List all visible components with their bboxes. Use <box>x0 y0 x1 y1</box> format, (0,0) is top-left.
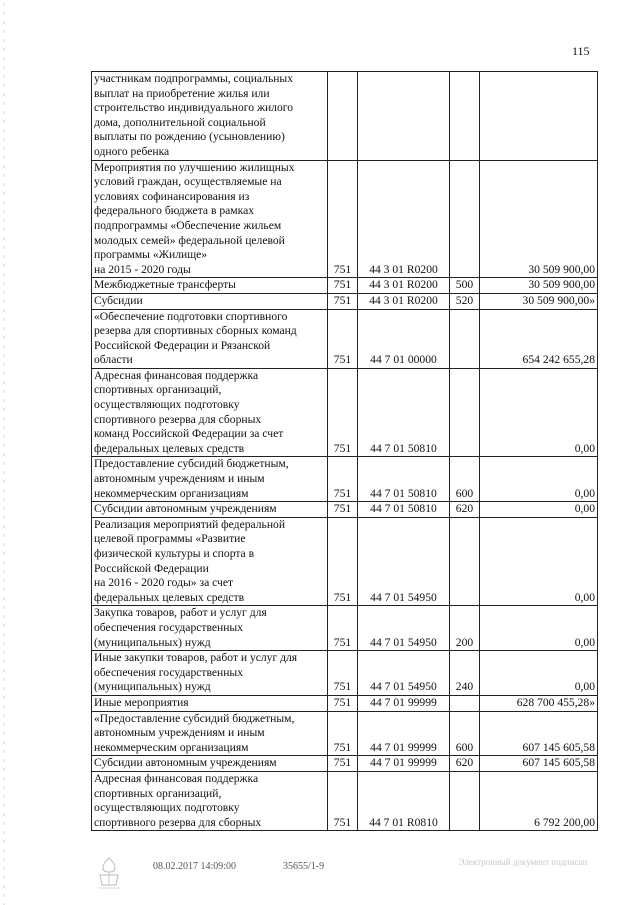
table-row <box>92 606 598 651</box>
row-target-code-cell: 44 7 01 99999 <box>358 695 450 711</box>
row-target-code-cell: 44 7 01 99999 <box>358 711 450 756</box>
row-glav-code-cell: 751 <box>328 651 358 696</box>
row-expense-type-cell: 620 <box>450 502 480 518</box>
scan-margin-dots <box>2 0 6 905</box>
table-row <box>92 72 598 161</box>
table-row <box>92 309 598 368</box>
row-target-code-cell: 44 7 01 00000 <box>358 309 450 368</box>
page-number: 115 <box>572 44 590 58</box>
row-amount-cell: 607 145 605,58 <box>480 711 598 756</box>
row-target-code-cell: 44 3 01 R0200 <box>358 278 450 294</box>
budget-table-body <box>92 72 598 831</box>
row-amount-cell: 30 509 900,00» <box>480 293 598 309</box>
row-glav-code-cell: 751 <box>328 517 358 606</box>
row-name-cell: Предоставление субсидий бюджетным, автономным учреждениям и иным некоммерческим организациям <box>92 457 328 502</box>
row-amount-cell: 0,00 <box>480 502 598 518</box>
row-target-code-cell: 44 7 01 50810 <box>358 368 450 457</box>
row-amount-cell <box>480 72 598 161</box>
row-glav-code-cell: 751 <box>328 606 358 651</box>
emblem-stamp-icon <box>94 855 124 891</box>
row-glav-code-cell: 751 <box>328 278 358 294</box>
row-glav-code-cell: 751 <box>328 293 358 309</box>
row-expense-type-cell: 240 <box>450 651 480 696</box>
row-name-cell: Межбюджетные трансферты <box>92 278 328 294</box>
row-glav-code-cell <box>328 72 358 161</box>
row-target-code-cell: 44 7 01 R0810 <box>358 771 450 830</box>
row-expense-type-cell <box>450 160 480 278</box>
row-target-code-cell: 44 3 01 R0200 <box>358 160 450 278</box>
table-row <box>92 368 598 457</box>
row-amount-cell: 654 242 655,28 <box>480 309 598 368</box>
row-target-code-cell: 44 7 01 54950 <box>358 606 450 651</box>
table-row <box>92 771 598 830</box>
row-name-cell: Субсидии автономным учреждениям <box>92 756 328 772</box>
table-row <box>92 502 598 518</box>
row-amount-cell: 0,00 <box>480 651 598 696</box>
row-name-cell: Адресная финансовая поддержка спортивных организаций, осуществляющих подготовку спортивного резерва для сборных <box>92 771 328 830</box>
row-target-code-cell: 44 7 01 50810 <box>358 502 450 518</box>
row-expense-type-cell: 500 <box>450 278 480 294</box>
table-row <box>92 278 598 294</box>
row-name-cell: Закупка товаров, работ и услуг для обеспечения государственных (муниципальных) нужд <box>92 606 328 651</box>
row-glav-code-cell: 751 <box>328 695 358 711</box>
row-target-code-cell: 44 7 01 99999 <box>358 756 450 772</box>
row-expense-type-cell: 520 <box>450 293 480 309</box>
table-row <box>92 293 598 309</box>
row-expense-type-cell <box>450 72 480 161</box>
row-target-code-cell <box>358 72 450 161</box>
table-row <box>92 711 598 756</box>
row-name-cell: Адресная финансовая поддержка спортивных организаций, осуществляющих подготовку спортивного резерва для сборных команд Российской Федерации за счет федеральных целевых средств <box>92 368 328 457</box>
row-name-cell: Иные мероприятия <box>92 695 328 711</box>
row-amount-cell: 30 509 900,00 <box>480 160 598 278</box>
row-amount-cell: 0,00 <box>480 368 598 457</box>
row-expense-type-cell: 600 <box>450 711 480 756</box>
row-target-code-cell: 44 3 01 R0200 <box>358 293 450 309</box>
row-expense-type-cell <box>450 368 480 457</box>
row-target-code-cell: 44 7 01 54950 <box>358 651 450 696</box>
row-expense-type-cell: 620 <box>450 756 480 772</box>
row-amount-cell: 607 145 605,58 <box>480 756 598 772</box>
row-name-cell: участникам подпрограммы, социальных выплат на приобретение жилья или строительство индивидуального жилого дома, дополнительной социальной выплаты по рождению (усыновлению) одного ребенка <box>92 72 328 161</box>
row-glav-code-cell: 751 <box>328 368 358 457</box>
row-expense-type-cell: 600 <box>450 457 480 502</box>
row-expense-type-cell <box>450 517 480 606</box>
row-amount-cell: 0,00 <box>480 457 598 502</box>
row-name-cell: Иные закупки товаров, работ и услуг для обеспечения государственных (муниципальных) нужд <box>92 651 328 696</box>
row-amount-cell: 30 509 900,00 <box>480 278 598 294</box>
row-amount-cell: 0,00 <box>480 517 598 606</box>
budget-table <box>91 71 598 831</box>
row-glav-code-cell: 751 <box>328 160 358 278</box>
row-glav-code-cell: 751 <box>328 756 358 772</box>
row-name-cell: «Обеспечение подготовки спортивного резерва для спортивных сборных команд Российской Федерации и Рязанской области <box>92 309 328 368</box>
row-target-code-cell: 44 7 01 54950 <box>358 517 450 606</box>
row-target-code-cell: 44 7 01 50810 <box>358 457 450 502</box>
row-glav-code-cell: 751 <box>328 711 358 756</box>
row-expense-type-cell <box>450 309 480 368</box>
footer-date: 08.02.2017 14:09:00 <box>153 861 237 872</box>
table-row <box>92 517 598 606</box>
electronic-signature-stamp: Электронный документ подписан <box>458 857 588 867</box>
footer-document-number: 35655/1-9 <box>283 861 325 872</box>
row-name-cell: Мероприятия по улучшению жилищных условий граждан, осуществляемые на условиях софинансирования из федерального бюджета в рамках подпрограммы «Обеспечение жильем молодых семей» федеральной целевой программы «Жилище» на 2015 - 2020 годы <box>92 160 328 278</box>
row-amount-cell: 6 792 200,00 <box>480 771 598 830</box>
row-name-cell: Субсидии автономным учреждениям <box>92 502 328 518</box>
row-expense-type-cell <box>450 771 480 830</box>
row-name-cell: «Предоставление субсидий бюджетным, автономным учреждениям и иным некоммерческим организациям <box>92 711 328 756</box>
row-amount-cell: 628 700 455,28» <box>480 695 598 711</box>
row-glav-code-cell: 751 <box>328 771 358 830</box>
table-row <box>92 457 598 502</box>
row-amount-cell: 0,00 <box>480 606 598 651</box>
table-row <box>92 160 598 278</box>
table-row <box>92 695 598 711</box>
row-expense-type-cell <box>450 695 480 711</box>
row-expense-type-cell: 200 <box>450 606 480 651</box>
row-glav-code-cell: 751 <box>328 457 358 502</box>
row-name-cell: Реализация мероприятий федеральной целевой программы «Развитие физической культуры и спорта в Российской Федерации на 2016 - 2020 годы» за счет федеральных целевых средств <box>92 517 328 606</box>
row-glav-code-cell: 751 <box>328 502 358 518</box>
row-name-cell: Субсидии <box>92 293 328 309</box>
row-glav-code-cell: 751 <box>328 309 358 368</box>
table-row <box>92 756 598 772</box>
table-row <box>92 651 598 696</box>
